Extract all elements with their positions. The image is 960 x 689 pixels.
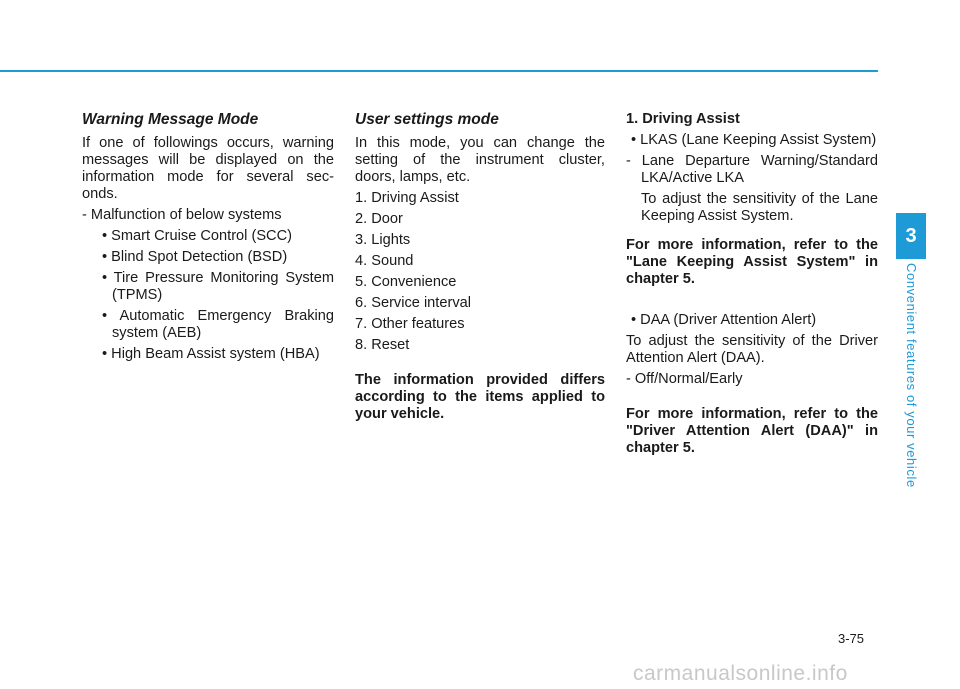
- dash-item: - Lane Departure Warning/Standard LKA/Active LKA: [626, 153, 878, 186]
- bullet-item: • LKAS (Lane Keeping Assist System): [631, 132, 877, 148]
- bullet-item: • High Beam Assist system (HBA): [102, 346, 320, 362]
- page-number: 3-75: [838, 631, 865, 646]
- bullet-item: • Blind Spot Detection (BSD): [102, 249, 288, 265]
- list-item: 6. Service interval: [355, 295, 471, 311]
- bullet-item: • DAA (Driver Attention Alert): [631, 312, 817, 328]
- reference-note: For more information, refer to the "Driver Attention Alert (DAA)" in chapter 5.: [626, 406, 878, 456]
- list-item: 1. Driving Assist: [355, 190, 459, 206]
- column-driving-assist: [626, 111, 878, 461]
- section-heading: User settings mode: [355, 111, 499, 128]
- paragraph: To adjust the sensitivity of the Lane Keeping Assist System.: [641, 191, 878, 224]
- section-heading: 1. Driving Assist: [626, 111, 740, 127]
- bullet-item: • Tire Pressure Monitoring System (TPMS): [102, 270, 334, 303]
- note: The information provided differs according to the items applied to your vehicle.: [355, 372, 605, 422]
- dash-item: - Off/Normal/Early: [626, 371, 743, 387]
- list-item: 3. Lights: [355, 232, 411, 248]
- list-item: 7. Other features: [355, 316, 465, 332]
- chapter-number: 3: [905, 224, 917, 247]
- list-item: 2. Door: [355, 211, 403, 227]
- paragraph: If one of followings occurs, warning messages will be displayed on the information mode for several sec-onds.: [82, 135, 334, 202]
- paragraph: To adjust the sensitivity of the Driver Attention Alert (DAA).: [626, 333, 878, 366]
- list-item: 8. Reset: [355, 337, 410, 353]
- paragraph: In this mode, you can change the setting of the instrument cluster, doors, lamps, etc.: [355, 135, 605, 185]
- reference-note: For more information, refer to the "Lane Keeping Assist System" in chapter 5.: [626, 237, 878, 287]
- section-heading: Warning Message Mode: [82, 111, 259, 128]
- chapter-tab: [896, 213, 926, 259]
- bullet-item: • Smart Cruise Control (SCC): [102, 228, 292, 244]
- list-item: 5. Convenience: [355, 274, 457, 290]
- watermark: carmanualsonline.info: [633, 662, 848, 685]
- dash-item: - Malfunction of below systems: [82, 207, 282, 223]
- bullet-item: • Automatic Emergency Braking system (AEB): [102, 308, 334, 341]
- chapter-title: Convenient features of your vehicle: [904, 263, 919, 488]
- top-rule: [0, 70, 878, 72]
- list-item: 4. Sound: [355, 253, 414, 269]
- column-warning-message-mode: [82, 111, 334, 367]
- column-user-settings-mode: [355, 111, 605, 427]
